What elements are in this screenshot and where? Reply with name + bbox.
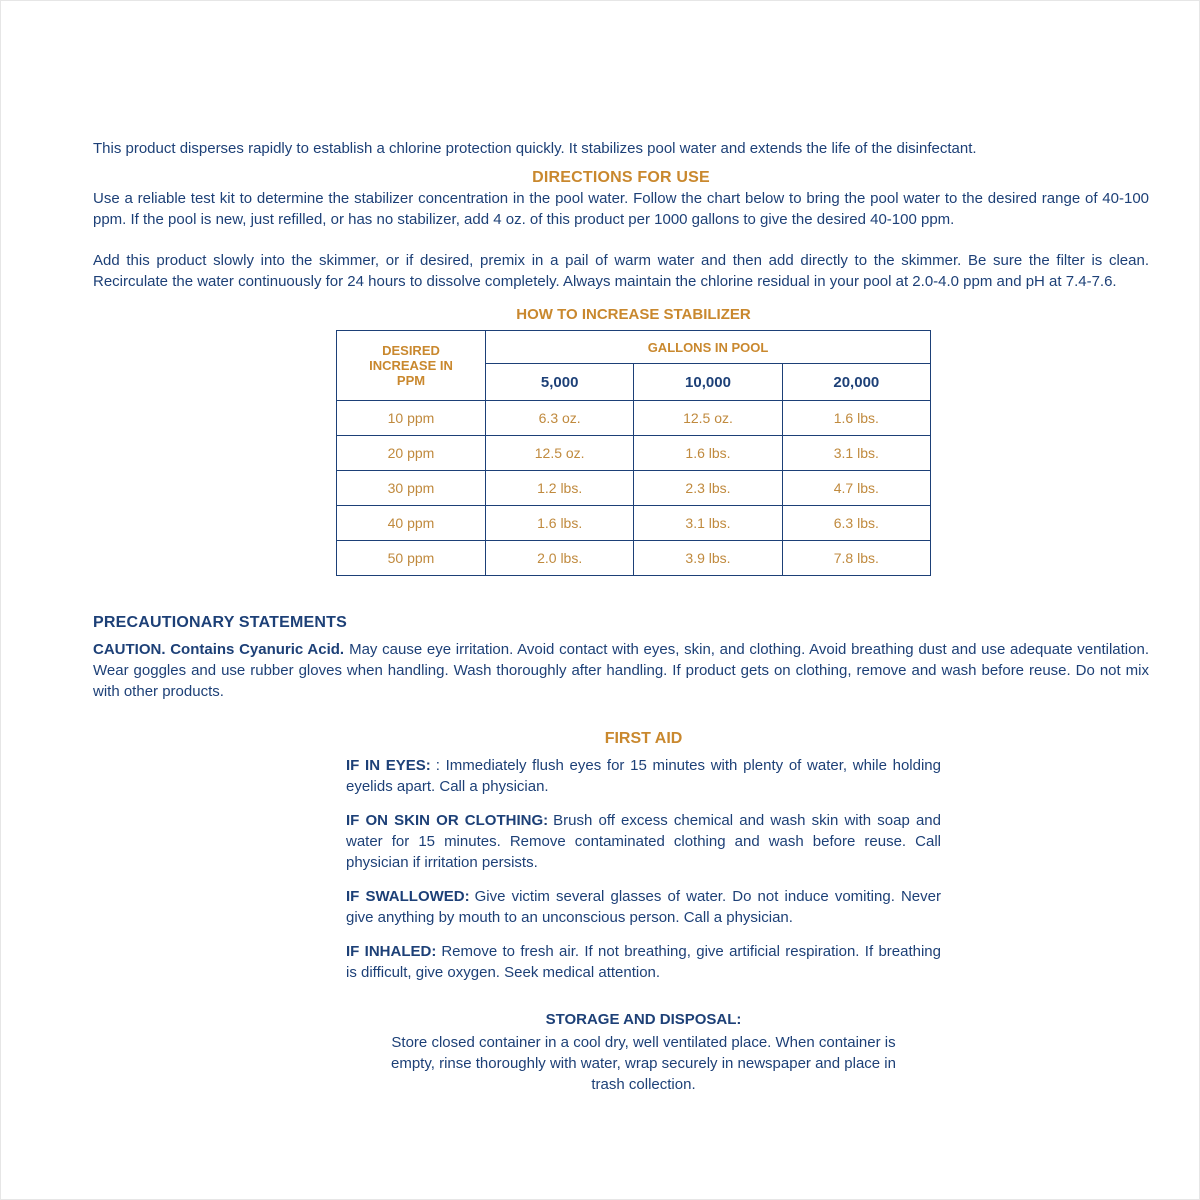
first-aid-item-skin [346,810,941,873]
table-header-gallons-in-pool: GALLONS IN POOL [486,331,931,364]
first-aid-label: IF IN EYES: [346,757,431,774]
table-cell-value: 12.5 oz. [634,401,782,436]
table-header-desired-increase: DESIRED INCREASE IN PPM [337,331,486,401]
directions-paragraph-1: Use a reliable test kit to determine the stabilizer concentration in the pool water. Follow the chart below to bring the pool water to the desired range of 40-100 ppm. If the pool is new, just refilled, or has no stabilizer, add 4 oz. of this product per 1000 gallons to give the desired 40-100 ppm. [93,190,1149,228]
table-cell-value: 1.6 lbs. [782,401,930,436]
storage-text: Store closed container in a cool dry, well ventilated place. When container is empty, rinse thoroughly with water, wrap securely in newspaper and place in trash collection. [391,1034,896,1093]
table-cell-value: 2.3 lbs. [634,471,782,506]
first-aid-text: Remove to fresh air. If not breathing, give artificial respiration. If breathing is difficult, give oxygen. Seek medical attention. [346,943,941,981]
precautionary-heading: PRECAUTIONARY STATEMENTS [93,614,347,631]
first-aid-label: IF INHALED: [346,943,437,960]
table-cell-value: 4.7 lbs. [782,471,930,506]
first-aid-text: Give victim several glasses of water. Do not induce vomiting. Never give anything by mouth to an unconscious person. Call a physician. [346,888,941,926]
table-cell-value: 3.1 lbs. [782,436,930,471]
table-cell-ppm: 10 ppm [337,401,486,436]
table-cell-value: 12.5 oz. [486,436,634,471]
stabilizer-table [336,330,931,576]
table-row [337,401,931,436]
table-cell-value: 3.1 lbs. [634,506,782,541]
table-cell-value: 6.3 oz. [486,401,634,436]
first-aid-text: Brush off excess chemical and wash skin with soap and water for 15 minutes. Remove contaminated clothing and wash before reuse. Call physician if irritation persists. [346,812,941,871]
table-cell-value: 7.8 lbs. [782,541,930,576]
precautionary-text [93,639,1149,702]
first-aid-item-eyes [346,755,941,797]
intro-text: This product disperses rapidly to establish a chlorine protection quickly. It stabilizes pool water and extends the life of the disinfectant. [93,140,977,157]
table-row [337,506,931,541]
label-content [93,138,1149,1095]
first-aid-text: : Immediately flush eyes for 15 minutes with plenty of water, while holding eyelids apart. Call a physician. [346,757,941,795]
table-cell-value: 3.9 lbs. [634,541,782,576]
table-row [337,541,931,576]
table-cell-value: 1.6 lbs. [486,506,634,541]
caution-lead: CAUTION. Contains Cyanuric Acid. [93,641,345,658]
table-cell-ppm: 50 ppm [337,541,486,576]
table-cell-value: 2.0 lbs. [486,541,634,576]
caution-body: May cause eye irritation. Avoid contact with eyes, skin, and clothing. Avoid breathing dust and use adequate ventilation. Wear goggles and use rubber gloves when handling. Wash thoroughly after handling. If product gets on clothing, remove and wash before reuse. Do not mix with other products. [93,641,1149,700]
first-aid-heading: FIRST AID [604,730,683,747]
table-cell-value: 1.2 lbs. [486,471,634,506]
first-aid-item-inhaled [346,941,941,983]
stabilizer-table-section [336,304,931,576]
table-cell-ppm: 20 ppm [337,436,486,471]
directions-heading: DIRECTIONS FOR USE [532,169,710,186]
stabilizer-table-title: HOW TO INCREASE STABILIZER [516,306,751,323]
table-column-header-10000: 10,000 [634,364,782,401]
first-aid-item-swallowed [346,886,941,928]
first-aid-section [346,728,941,983]
table-cell-value: 1.6 lbs. [634,436,782,471]
storage-heading: STORAGE AND DISPOSAL: [545,1011,742,1028]
first-aid-label: IF ON SKIN OR CLOTHING: [346,812,549,829]
first-aid-label: IF SWALLOWED: [346,888,470,905]
directions-paragraph-2: Add this product slowly into the skimmer, or if desired, premix in a pail of warm water and then add directly to the skimmer. Be sure the filter is clean. Recirculate the water continuously for 24 hours to dissolve completely. Always maintain the chlorine residual in your pool at 2.0-4.0 ppm and pH at 7.4-7.6. [93,252,1149,290]
table-cell-value: 6.3 lbs. [782,506,930,541]
table-cell-ppm: 30 ppm [337,471,486,506]
table-row [337,436,931,471]
table-cell-ppm: 40 ppm [337,506,486,541]
storage-section [346,1009,941,1095]
table-column-header-20000: 20,000 [782,364,930,401]
table-column-header-5000: 5,000 [486,364,634,401]
table-row [337,471,931,506]
